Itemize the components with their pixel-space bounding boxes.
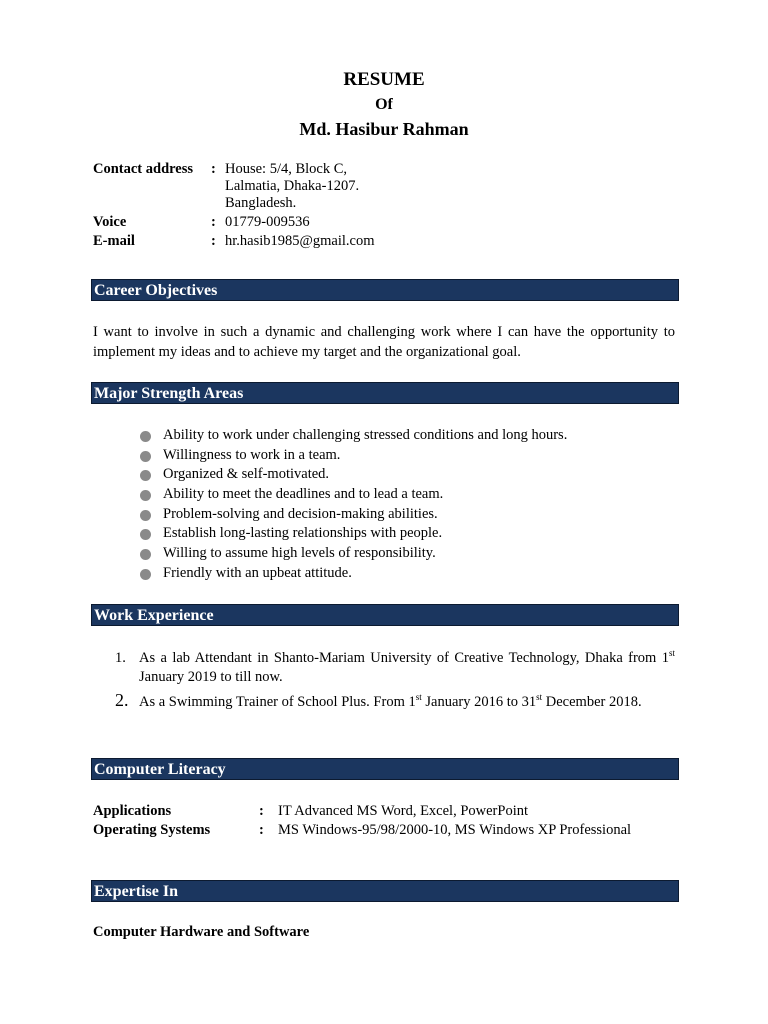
section-header-career-objectives: Career Objectives (91, 279, 679, 301)
list-item (140, 505, 567, 525)
work-text-2c: December 2018. (542, 694, 642, 710)
list-item (140, 524, 567, 544)
address-line-3: Bangladesh. (225, 195, 297, 211)
strength-text: Ability to meet the deadlines and to lead a team. (163, 486, 444, 503)
bullet-icon (140, 510, 151, 521)
work-text-2a: As a Swimming Trainer of School Plus. From 1 (139, 694, 416, 710)
section-header-major-strength-areas: Major Strength Areas (91, 382, 679, 404)
address-line-1: House: 5/4, Block C, (225, 161, 348, 177)
operating-systems-value: MS Windows-95/98/2000-10, MS Windows XP Professional (278, 822, 632, 838)
colon: : (211, 214, 216, 230)
address-line-2: Lalmatia, Dhaka-1207. (225, 178, 360, 194)
operating-systems-label: Operating Systems (93, 822, 211, 838)
strength-text: Establish long-lasting relationships with people. (163, 525, 443, 542)
list-item (140, 544, 567, 564)
work-item-1 (115, 649, 675, 686)
candidate-name: Md. Hasibur Rahman (299, 119, 469, 139)
voice-label: Voice (93, 214, 127, 230)
bullet-icon (140, 490, 151, 501)
bullet-icon (140, 529, 151, 540)
email-value: hr.hasib1985@gmail.com (225, 233, 375, 249)
colon: : (211, 233, 216, 249)
strength-text: Willing to assume high levels of responsibility. (163, 545, 436, 562)
voice-value: 01779-009536 (225, 214, 310, 230)
list-item (140, 465, 567, 485)
strength-list (140, 426, 567, 584)
bullet-icon (140, 431, 151, 442)
colon: : (259, 822, 264, 838)
email-label: E-mail (93, 233, 135, 249)
bullet-icon (140, 451, 151, 462)
work-text-1b: January 2019 to till now. (139, 668, 283, 685)
strength-text: Ability to work under challenging stressed conditions and long hours. (163, 427, 568, 443)
section-header-expertise-in: Expertise In (91, 880, 679, 902)
work-number-2: 2. (115, 690, 129, 710)
strength-text: Willingness to work in a team. (163, 446, 341, 463)
ordinal-suffix: st (668, 648, 675, 658)
career-objective-text: I want to involve in such a dynamic and challenging work where I can have the opportunity to implement my ideas and to achieve my target and the organizational goal. (93, 324, 675, 360)
strength-text: Problem-solving and decision-making abilities. (163, 505, 438, 522)
applications-value: IT Advanced MS Word, Excel, PowerPoint (278, 803, 529, 819)
strength-text: Organized & self-motivated. (163, 466, 330, 483)
applications-row (93, 802, 683, 821)
computer-literacy-table (93, 802, 683, 840)
ordinal-suffix: st (415, 692, 422, 702)
resume-title: RESUME (343, 69, 425, 90)
ordinal-suffix: st (536, 692, 543, 702)
section-header-work-experience: Work Experience (91, 604, 679, 626)
list-item (140, 564, 567, 584)
list-item (140, 485, 567, 505)
contact-address-label: Contact address (93, 161, 194, 177)
work-number-1: 1. (115, 650, 126, 666)
operating-systems-row (93, 821, 683, 840)
list-item (140, 426, 567, 446)
applications-label: Applications (93, 803, 172, 819)
work-text-2b: January 2016 to 31 (421, 694, 537, 710)
section-header-computer-literacy: Computer Literacy (91, 758, 679, 780)
work-experience-list (115, 649, 675, 713)
colon: : (259, 803, 264, 819)
list-item (140, 446, 567, 466)
strength-text: Friendly with an upbeat attitude. (163, 564, 352, 581)
bullet-icon (140, 470, 151, 481)
work-text-1a: As a lab Attendant in Shanto-Mariam University of Creative Technology, Dhaka from 1 (139, 650, 669, 666)
expertise-item: Computer Hardware and Software (93, 924, 310, 940)
colon: : (211, 161, 216, 177)
bullet-icon (140, 549, 151, 560)
resume-of: Of (375, 96, 393, 113)
work-item-2 (115, 692, 675, 713)
bullet-icon (140, 569, 151, 580)
